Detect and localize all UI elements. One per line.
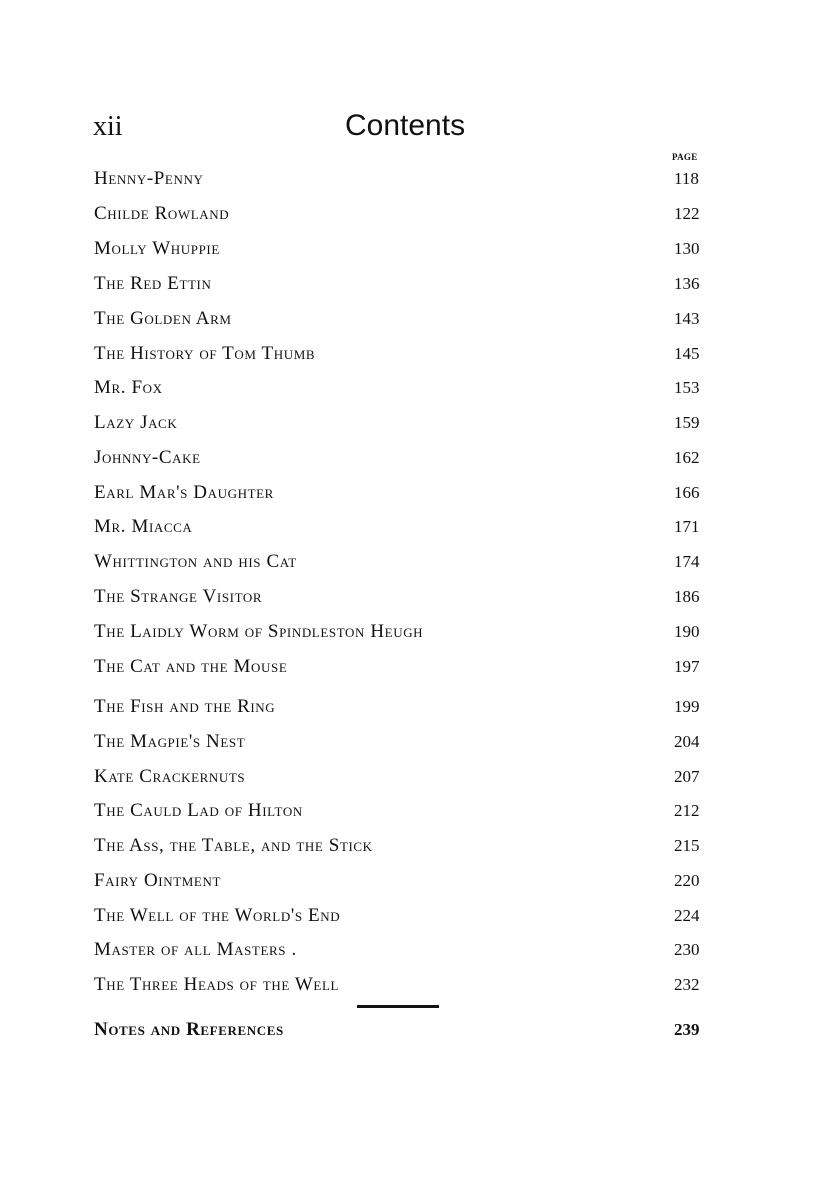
- toc-entry-page: 239: [674, 1020, 700, 1039]
- toc-entry-title: Mr. Fox: [94, 377, 163, 398]
- toc-entry-page: 145: [674, 344, 700, 363]
- toc-entry-page: 224: [674, 906, 700, 925]
- toc-entry-title: Master of all Masters .: [94, 939, 297, 960]
- page-number: xii: [93, 111, 123, 142]
- toc-entry-title: The History of Tom Thumb: [94, 343, 316, 364]
- toc-entry-page: 186: [674, 587, 700, 606]
- toc-entry-page: 162: [674, 448, 700, 467]
- toc-entry-title: The Well of the World's End: [94, 905, 341, 926]
- toc-entry-title: Johnny-Cake: [94, 447, 201, 468]
- toc-entry-title: Notes and References: [94, 1019, 284, 1040]
- toc-entry-title: Earl Mar's Daughter: [94, 482, 274, 503]
- toc-entry: [94, 731, 714, 761]
- toc-entry-notes: [94, 1019, 714, 1049]
- toc-entry-page: 136: [674, 274, 700, 293]
- toc-entry: [94, 168, 714, 198]
- toc-entry: [94, 516, 714, 546]
- toc-entry-page: 190: [674, 622, 700, 641]
- toc-entry-title: Lazy Jack: [94, 412, 178, 433]
- toc-entry-page: 118: [674, 169, 699, 188]
- toc-entry-page: 159: [674, 413, 700, 432]
- toc-entry: [94, 586, 714, 616]
- toc-entry-page: 220: [674, 871, 700, 890]
- toc-entry-title: Childe Rowland: [94, 203, 230, 224]
- toc-entry-title: The Red Ettin: [94, 273, 212, 294]
- toc-entry-title: The Cauld Lad of Hilton: [94, 800, 303, 821]
- toc-entry-page: 232: [674, 975, 700, 994]
- toc-entry: [94, 974, 714, 1004]
- toc-entry-title: Fairy Ointment: [94, 870, 221, 891]
- toc-entry: [94, 238, 714, 268]
- toc-entry-page: 166: [674, 483, 700, 502]
- toc-entry-title: The Three Heads of the Well: [94, 974, 340, 995]
- toc-entry-title: The Laidly Worm of Spindleston Heugh: [94, 621, 424, 642]
- toc-entry: [94, 343, 714, 373]
- toc-entry-page: 199: [674, 697, 700, 716]
- page-title: Contents: [345, 109, 466, 142]
- toc-entry-title: Mr. Miacca: [94, 516, 193, 537]
- toc-entry-title: Kate Crackernuts: [94, 766, 246, 787]
- toc-entry-page: 215: [674, 836, 700, 855]
- toc-entry: [94, 621, 714, 651]
- toc-entry: [94, 696, 714, 726]
- toc-entry: [94, 939, 714, 969]
- toc-entry-page: 174: [674, 552, 700, 571]
- section-divider: [357, 1005, 439, 1008]
- toc-entry-page: 230: [674, 940, 700, 959]
- toc-entry: [94, 800, 714, 830]
- toc-entry: [94, 656, 714, 686]
- toc-entry-title: The Golden Arm: [94, 308, 232, 329]
- toc-entry-title: Henny-Penny: [94, 168, 204, 189]
- toc-entry-page: 204: [674, 732, 700, 751]
- toc-entry: [94, 203, 714, 233]
- toc-entry: [94, 835, 714, 865]
- page-column-heading: PAGE: [672, 152, 698, 162]
- toc-entry: [94, 273, 714, 303]
- toc-entry-title: The Fish and the Ring: [94, 696, 276, 717]
- toc-entry-title: Molly Whuppie: [94, 238, 220, 259]
- toc-entry: [94, 412, 714, 442]
- toc-entry-page: 122: [674, 204, 700, 223]
- toc-entry-page: 171: [674, 517, 700, 536]
- toc-entry: [94, 308, 714, 338]
- toc-entry-page: 212: [674, 801, 700, 820]
- toc-entry-page: 153: [674, 378, 700, 397]
- toc-entry: [94, 377, 714, 407]
- toc-entry: [94, 766, 714, 796]
- toc-entry: [94, 905, 714, 935]
- toc-entry: [94, 447, 714, 477]
- toc-entry-page: 197: [674, 657, 700, 676]
- toc-entry-title: The Strange Visitor: [94, 586, 263, 607]
- toc-entry-title: The Cat and the Mouse: [94, 656, 288, 677]
- toc-entry: [94, 482, 714, 512]
- toc-entry: [94, 551, 714, 581]
- toc-entry-title: The Ass, the Table, and the Stick: [94, 835, 373, 856]
- toc-entry-page: 207: [674, 767, 700, 786]
- toc-entry-title: The Magpie's Nest: [94, 731, 246, 752]
- toc-entry-page: 143: [674, 309, 700, 328]
- toc-entry-page: 130: [674, 239, 700, 258]
- toc-entry-title: Whittington and his Cat: [94, 551, 297, 572]
- toc-entry: [94, 870, 714, 900]
